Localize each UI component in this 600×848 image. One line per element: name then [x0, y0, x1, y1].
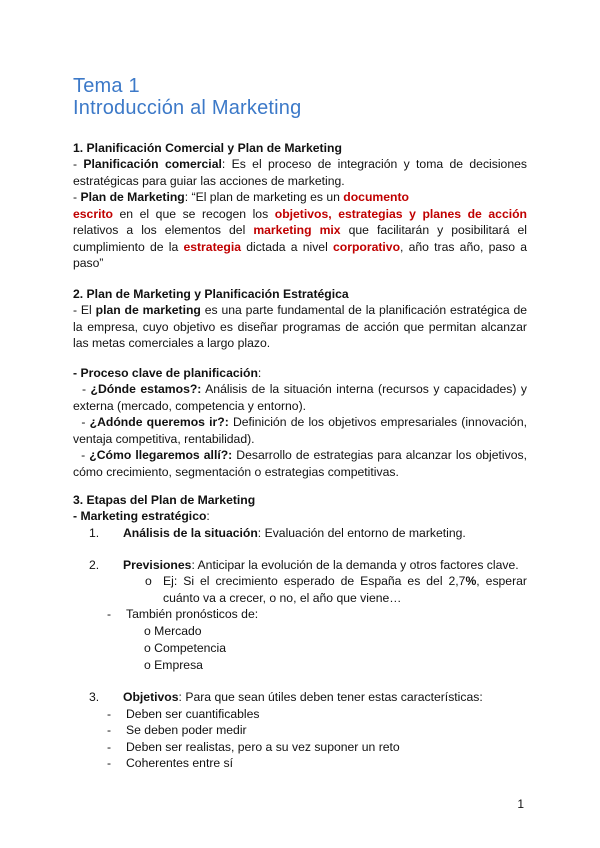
- sub-bullet-empresa: o Empresa: [144, 658, 203, 672]
- plan-de-marketing-label: Plan de Marketing: [80, 190, 185, 204]
- objetivo-item: Deben ser cuantificables: [126, 707, 260, 721]
- sub-bullet-competencia: o Competencia: [144, 641, 226, 655]
- question-como-llegaremos: - ¿Cómo llegaremos allí?: Desarrollo de estrategias para alcanzar los objetivos, cómo crecimiento, segmentación o estrategias competitivas.: [73, 448, 527, 479]
- list-item-objetivos: 3. Objetivos: Para que sean útiles deben tener estas características:: [89, 690, 483, 704]
- list-item-analisis: 1. Análisis de la situación: Evaluación del entorno de marketing.: [89, 526, 466, 540]
- dash-bullet: -: [107, 607, 112, 621]
- dash-bullet: -: [107, 740, 112, 754]
- objetivo-item: Coherentes entre sí: [126, 756, 234, 770]
- section1-paragraph2: - Plan de Marketing: “El plan de marketing es un documento escrito en el que se recogen los objetivos, estrategias y planes de acción relativos a los elementos del marketing mix que facilitarán y posibilitará el cumplimiento de la estrategia dictada a nivel corporativo, año tras año, paso a paso”: [73, 190, 527, 270]
- dash-bullet: -: [107, 723, 112, 737]
- planificacion-comercial-label: Planificación comercial: [83, 157, 222, 171]
- previsiones-example: Ej: Si el crecimiento esperado de España es del 2,7%, esperar cuánto va a crecer, o no, el año que viene…: [163, 574, 527, 605]
- dash-bullet: -: [107, 707, 112, 721]
- list-item-previsiones: 2. Previsiones: Anticipar la evolución de la demanda y otros factores clave.: [89, 558, 519, 572]
- objetivo-item: Se deben poder medir: [126, 723, 247, 737]
- section3-heading: 3. Etapas del Plan de Marketing: [73, 493, 256, 507]
- dash-bullet: -: [107, 756, 112, 770]
- proceso-clave-label: - Proceso clave de planificación:: [73, 366, 262, 380]
- page-number: 1: [517, 797, 524, 811]
- document-title-line1: Tema 1: [73, 75, 140, 97]
- question-adonde-queremos-ir: - ¿Adónde queremos ir?: Definición de los objetivos empresariales (innovación, ventaja competitiva, rentabilidad).: [73, 415, 527, 446]
- objetivo-item: Deben ser realistas, pero a su vez suponer un reto: [126, 740, 400, 754]
- document-title-line2: Introducción al Marketing: [73, 97, 302, 119]
- section1-paragraph1: - Planificación comercial: Es el proceso de integración y toma de decisiones estratégicas para guiar las acciones de marketing.: [73, 157, 527, 188]
- marketing-estrategico-label: - Marketing estratégico:: [73, 509, 210, 523]
- pronosticos-label: También pronósticos de:: [126, 607, 259, 621]
- example-bullet: o: [145, 574, 152, 588]
- sub-bullet-mercado: o Mercado: [144, 624, 202, 638]
- section2-heading: 2. Plan de Marketing y Planificación Estratégica: [73, 287, 349, 301]
- section1-heading: 1. Planificación Comercial y Plan de Marketing: [73, 141, 342, 155]
- question-donde-estamos: - ¿Dónde estamos?: Análisis de la situación interna (recursos y capacidades) y externa (mercado, competencia y entorno).: [73, 382, 528, 413]
- section2-paragraph1: - El plan de marketing es una parte fundamental de la planificación estratégica de la empresa, cuyo objetivo es diseñar programas de acción que permitan alcanzar las metas comerciales a largo plazo.: [73, 303, 528, 350]
